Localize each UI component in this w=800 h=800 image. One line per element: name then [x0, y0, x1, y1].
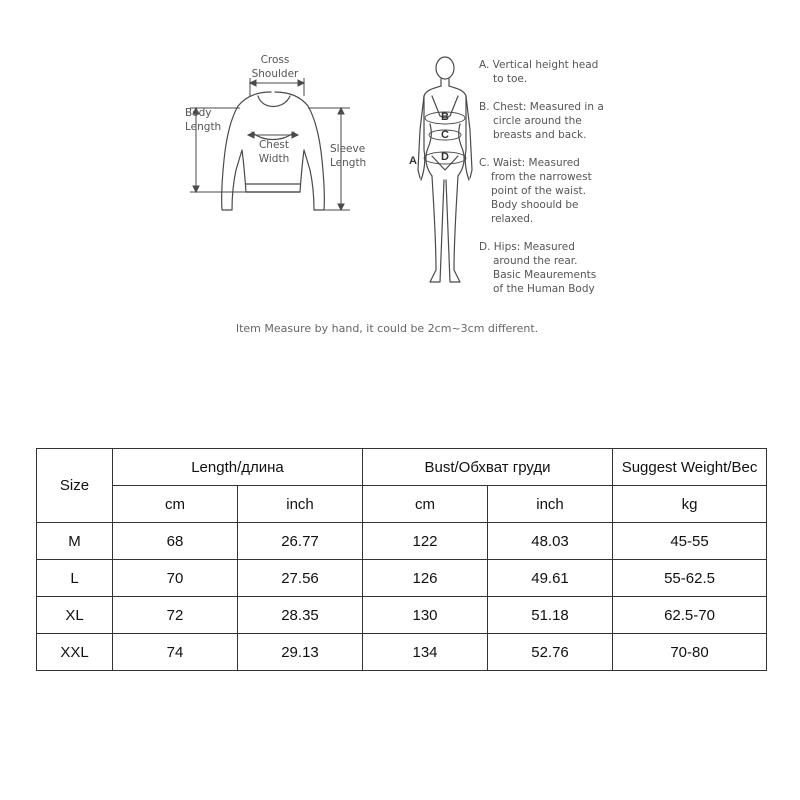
letter-a: A — [409, 155, 417, 167]
cross-shoulder-label: Cross Shoulder — [251, 54, 299, 80]
figure-head — [436, 57, 454, 79]
unit-inch: inch — [238, 486, 363, 523]
bust-inch-cell: 52.76 — [488, 634, 613, 671]
table-unit-row — [37, 486, 767, 523]
bust-cm-cell: 122 — [363, 523, 488, 560]
length-cm-cell: 70 — [113, 560, 238, 597]
note-d: D. Hips: Measured around the rear. Basic Meaurements of the Human Body — [479, 241, 597, 295]
bust-inch-cell: 48.03 — [488, 523, 613, 560]
size-cell: XL — [37, 597, 113, 634]
chest-width-label: Chest Width — [258, 139, 290, 165]
size-header: Size — [37, 449, 113, 523]
weight-cell: 62.5-70 — [613, 597, 767, 634]
bust-cm-cell: 130 — [363, 597, 488, 634]
length-inch-cell: 28.35 — [238, 597, 363, 634]
weight-cell: 45-55 — [613, 523, 767, 560]
unit-inch: inch — [488, 486, 613, 523]
unit-cm: cm — [113, 486, 238, 523]
length-cm-cell: 72 — [113, 597, 238, 634]
weight-cell: 70-80 — [613, 634, 767, 671]
weight-cell: 55-62.5 — [613, 560, 767, 597]
figure-neck — [441, 79, 449, 86]
table-row — [37, 634, 767, 671]
measure-note: Item Measure by hand, it could be 2cm~3cm different. — [235, 322, 539, 335]
bust-inch-cell: 49.61 — [488, 560, 613, 597]
unit-kg: kg — [613, 486, 767, 523]
sleeve-length-label: Sleeve Length — [330, 143, 367, 169]
note-c: C. Waist: Measured from the narrowest point of the waist. Body shoould be relaxed. — [479, 157, 592, 225]
letter-d: D — [441, 151, 449, 163]
length-inch-cell: 29.13 — [238, 634, 363, 671]
table-header-row — [37, 449, 767, 486]
length-header: Length/длина — [113, 449, 363, 486]
length-cm-cell: 74 — [113, 634, 238, 671]
bust-cm-cell: 134 — [363, 634, 488, 671]
size-table — [36, 448, 767, 671]
length-cm-cell: 68 — [113, 523, 238, 560]
bust-inch-cell: 51.18 — [488, 597, 613, 634]
body-length-label: Body Length — [185, 107, 222, 133]
length-inch-cell: 27.56 — [238, 560, 363, 597]
table-row — [37, 560, 767, 597]
bust-header: Bust/Обхват груди — [363, 449, 613, 486]
figure-legs — [430, 176, 460, 282]
length-inch-cell: 26.77 — [238, 523, 363, 560]
table-row — [37, 597, 767, 634]
size-cell: M — [37, 523, 113, 560]
size-cell: L — [37, 560, 113, 597]
note-b: B. Chest: Measured in a circle around the breasts and back. — [479, 101, 604, 141]
note-a: A. Vertical height head to toe. — [479, 59, 599, 85]
bust-cm-cell: 126 — [363, 560, 488, 597]
unit-cm: cm — [363, 486, 488, 523]
weight-header: Suggest Weight/Вес — [613, 449, 767, 486]
letter-b: B — [441, 111, 449, 123]
letter-c: C — [441, 129, 449, 141]
size-cell: XXL — [37, 634, 113, 671]
table-row — [37, 523, 767, 560]
